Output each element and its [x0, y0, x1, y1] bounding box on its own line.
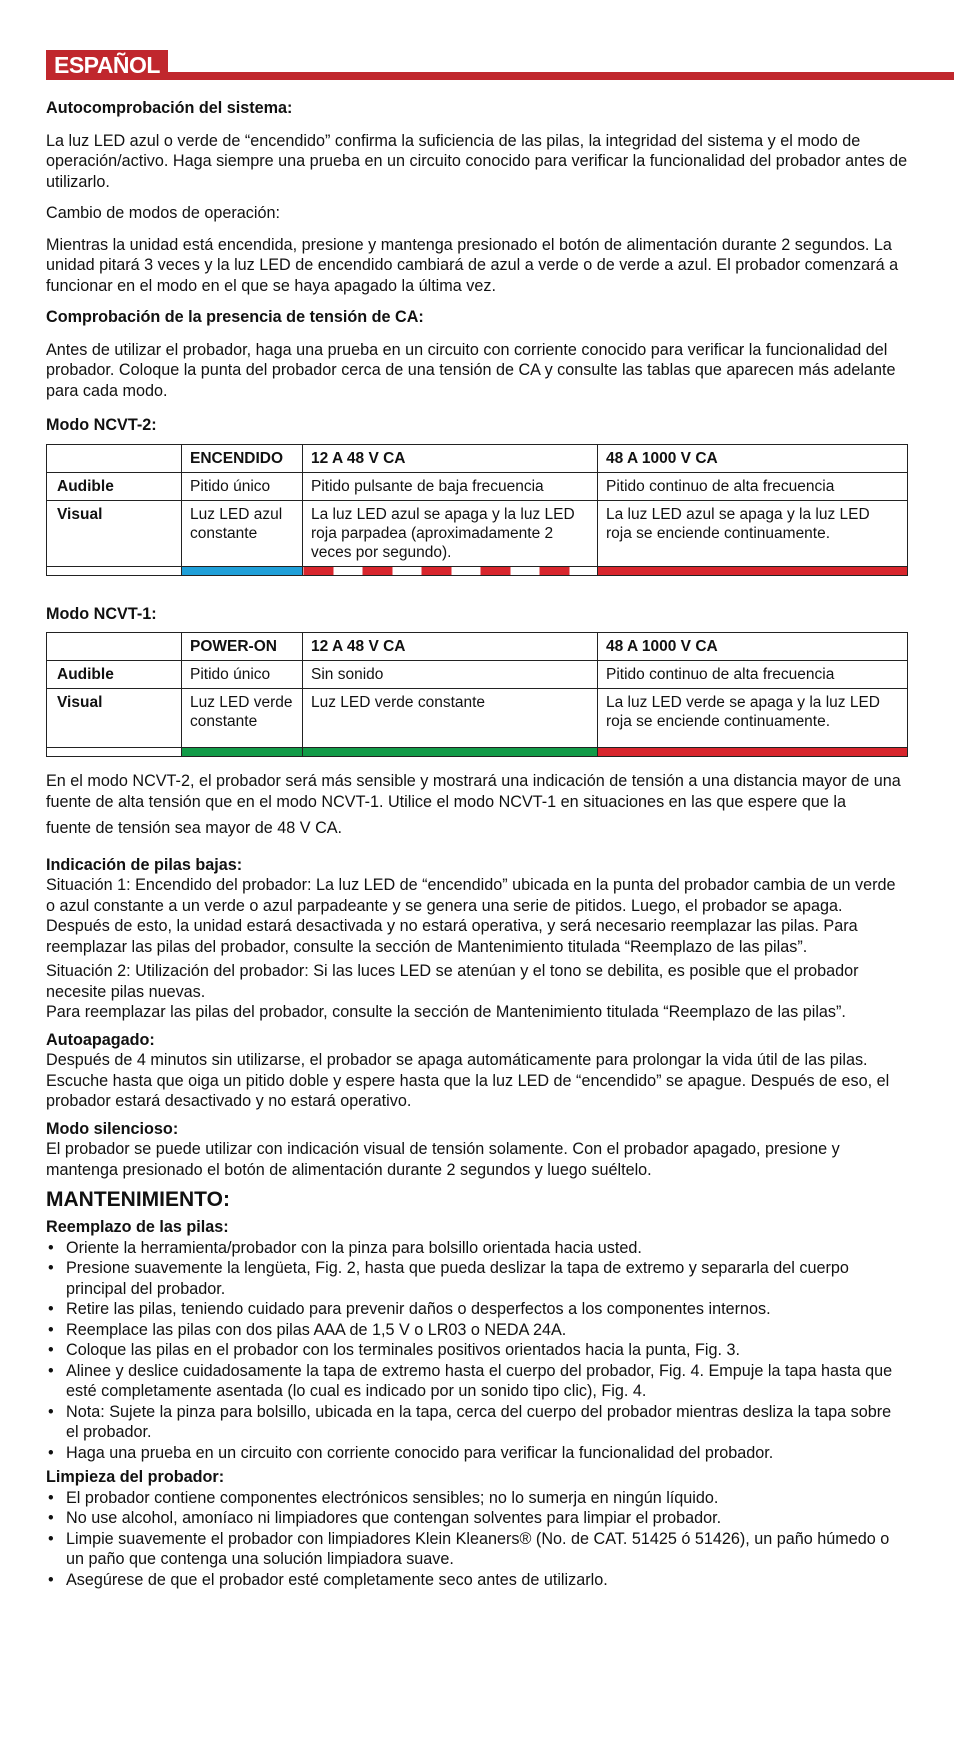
red-led-bar — [598, 566, 908, 575]
color-bar-row — [47, 566, 908, 575]
column-header: 48 A 1000 V CA — [598, 633, 908, 661]
table-cell: Luz LED verde constante — [303, 689, 598, 748]
list-item: • Coloque las pilas en el probador con los terminales positivos orientados hacia la punta, Fig. 3. — [46, 1340, 908, 1361]
content — [46, 98, 908, 1594]
color-bar-row — [47, 748, 908, 757]
mode-note-line2: fuente de tensión sea mayor de 48 V CA. — [46, 819, 343, 837]
self-test-heading: Autocomprobación del sistema: — [46, 99, 293, 117]
list-item: • No use alcohol, amoníaco ni limpiadores que contengan solventes para limpiar el probador. — [46, 1508, 908, 1529]
table-row — [47, 633, 908, 661]
table-cell: Luz LED verde constante — [182, 689, 303, 748]
table-corner — [47, 444, 182, 472]
column-header: ENCENDIDO — [182, 444, 303, 472]
cleaning-steps-list — [46, 1488, 908, 1591]
mode-change-heading: Cambio de modos de operación: — [46, 204, 280, 222]
ncvt2-table — [46, 444, 908, 576]
silent-mode-heading: Modo silencioso: — [46, 1119, 179, 1138]
column-header: 12 A 48 V CA — [303, 444, 598, 472]
color-bar-empty — [47, 566, 182, 575]
mode-change-text: Mientras la unidad está encendida, presione y mantenga presionado el botón de alimentación durante 2 segundos. La unidad pitará 3 veces y la luz LED de encendido cambiará de azul a verde o de verde a azul. El probador comenzará a funcionar en el modo en el que se haya apagado la última vez. — [46, 235, 899, 295]
row-label: Audible — [47, 661, 182, 689]
table-cell: Pitido continuo de alta frecuencia — [598, 661, 908, 689]
column-header: 48 A 1000 V CA — [598, 444, 908, 472]
table-row — [47, 661, 908, 689]
low-battery-section — [46, 855, 908, 1023]
red-flashing-led-bar — [303, 566, 598, 575]
green-led-bar — [303, 748, 598, 757]
header-rule — [46, 72, 954, 80]
ac-check-text: Antes de utilizar el probador, haga una prueba en un circuito con corriente conocido para verificar la funcionalidad del probador. Coloque la punta del probador cerca de una tensión de CA y consulte las tablas que aparecen más adelante para cada modo. — [46, 340, 896, 400]
language-header — [46, 50, 908, 80]
auto-off-heading: Autoapagado: — [46, 1030, 155, 1049]
row-label: Visual — [47, 689, 182, 748]
auto-off-text: Después de 4 minutos sin utilizarse, el probador se apaga automáticamente para prolongar la vida útil de las pilas. Escuche hasta que oiga un pitido doble y espere hasta que la luz LED de “encendido” se apague. Después de eso, el probador estará desactivado y no estará operativo. — [46, 1051, 890, 1110]
list-item: • Presione suavemente la lengüeta, Fig. 2, hasta que pueda deslizar la tapa de extremo y separarla del cuerpo principal del probador. — [46, 1258, 908, 1299]
table-cell: Pitido continuo de alta frecuencia — [598, 472, 908, 500]
list-item: • Alinee y deslice cuidadosamente la tapa de extremo hasta el cuerpo del probador, Fig. 4. Empuje la tapa hasta que esté completamente asentada (lo cual es indicado por un sonido tipo clic), Fig. 4. — [46, 1361, 908, 1402]
column-header: POWER-ON — [182, 633, 303, 661]
color-bar-empty — [47, 748, 182, 757]
table-row — [47, 689, 908, 748]
table-cell: La luz LED azul se apaga y la luz LED roja se enciende continuamente. — [598, 500, 908, 566]
table-cell: Luz LED azul constante — [182, 500, 303, 566]
list-item: • Haga una prueba en un circuito con corriente conocido para verificar la funcionalidad del probador. — [46, 1443, 908, 1464]
table-cell: Pitido pulsante de baja frecuencia — [303, 472, 598, 500]
green-led-bar — [182, 748, 303, 757]
low-battery-situation1: Situación 1: Encendido del probador: La luz LED de “encendido” ubicada en la punta del probador cambia de un verde o azul constante a un verde o azul parpadeante y se genera una serie de pitidos. Luego, el probador se apaga. Después de esto, la unidad estará desactivada y no estará operativa, y será necesario reemplazar las pilas. Para reemplazar las pilas del probador, consulte la sección de Mantenimiento titulada “Reemplazo de las pilas”. — [46, 876, 896, 956]
ncvt2-heading: Modo NCVT-2: — [46, 416, 157, 434]
row-label: Visual — [47, 500, 182, 566]
list-item: • Nota: Sujete la pinza para bolsillo, ubicada en la tapa, cerca del cuerpo del probador mientras desliza la tapa sobre el probador. — [46, 1402, 908, 1443]
table-row — [47, 472, 908, 500]
low-battery-replace-note: Para reemplazar las pilas del probador, consulte la sección de Mantenimiento titulada “Reemplazo de las pilas”. — [46, 1003, 846, 1021]
self-test-text: La luz LED azul o verde de “encendido” confirma la suficiencia de las pilas, la integridad del sistema y el modo de operación/activo. Haga siempre una prueba en un circuito conocido para verificar la funcionalidad del probador antes de utilizarlo. — [46, 131, 908, 191]
table-corner — [47, 633, 182, 661]
row-label: Audible — [47, 472, 182, 500]
ncvt1-table — [46, 632, 908, 757]
table-row — [47, 500, 908, 566]
table-row — [47, 444, 908, 472]
list-item: • Limpie suavemente el probador con limpiadores Klein Kleaners® (No. de CAT. 51425 ó 51426), un paño húmedo o un paño que contenga una solución limpiadora suave. — [46, 1529, 908, 1570]
mode-note-text — [46, 771, 908, 839]
list-item: • Reemplace las pilas con dos pilas AAA de 1,5 V o LR03 o NEDA 24A. — [46, 1320, 908, 1341]
list-item: • El probador contiene componentes electrónicos sensibles; no lo sumerja en ningún líquido. — [46, 1488, 908, 1509]
silent-mode-text: El probador se puede utilizar con indicación visual de tensión solamente. Con el probador apagado, presione y mantenga presionado el botón de alimentación durante 2 segundos y luego suéltelo. — [46, 1140, 840, 1179]
low-battery-heading: Indicación de pilas bajas: — [46, 855, 243, 874]
cleaning-heading: Limpieza del probador: — [46, 1468, 225, 1486]
maintenance-heading: MANTENIMIENTO: — [46, 1188, 230, 1211]
list-item: • Oriente la herramienta/probador con la pinza para bolsillo orientada hacia usted. — [46, 1238, 908, 1259]
red-led-bar — [598, 748, 908, 757]
list-item: • Retire las pilas, teniendo cuidado para prevenir daños o desperfectos a los componentes internos. — [46, 1299, 908, 1320]
battery-replacement-heading: Reemplazo de las pilas: — [46, 1218, 229, 1236]
ncvt1-heading: Modo NCVT-1: — [46, 604, 157, 623]
table-cell: Pitido único — [182, 661, 303, 689]
auto-off-section — [46, 1030, 908, 1112]
table-cell: La luz LED verde se apaga y la luz LED roja se enciende continuamente. — [598, 689, 908, 748]
list-item: • Asegúrese de que el probador esté completamente seco antes de utilizarlo. — [46, 1570, 908, 1591]
blue-led-bar — [182, 566, 303, 575]
column-header: 12 A 48 V CA — [303, 633, 598, 661]
table-cell: Sin sonido — [303, 661, 598, 689]
table-cell: La luz LED azul se apaga y la luz LED roja parpadea (aproximadamente 2 veces por segundo). — [303, 500, 598, 566]
ac-check-heading: Comprobación de la presencia de tensión de CA: — [46, 308, 424, 326]
battery-steps-list — [46, 1238, 908, 1464]
silent-mode-section — [46, 1119, 908, 1181]
mode-note-line1: En el modo NCVT-2, el probador será más sensible y mostrará una indicación de tensión a una distancia mayor de una fuente de alta tensión que en el modo NCVT-1. Utilice el modo NCVT-1 en situaciones en las que espere que la — [46, 772, 901, 811]
table-cell: Pitido único — [182, 472, 303, 500]
low-battery-situation2: Situación 2: Utilización del probador: Si las luces LED se atenúan y el tono se debilita, es posible que el probador necesite pilas nuevas. — [46, 962, 859, 1001]
language-tab: ESPAÑOL — [46, 50, 168, 80]
